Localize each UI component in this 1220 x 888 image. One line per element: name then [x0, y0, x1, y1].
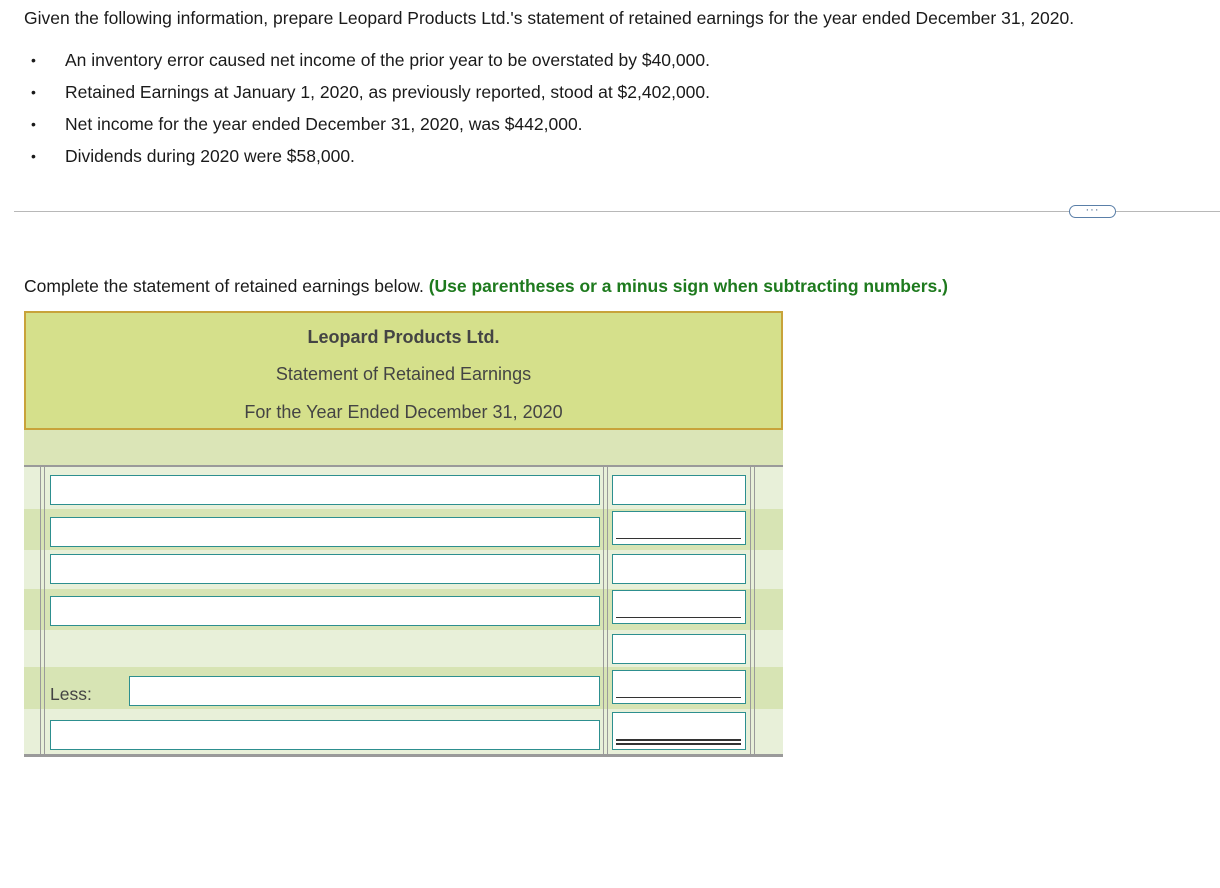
column-divider [603, 467, 604, 754]
instruction-text [24, 276, 948, 297]
line-item-label-input-1[interactable] [50, 475, 600, 505]
bullet-icon: • [31, 84, 36, 100]
subtotal-underline [616, 697, 741, 698]
list-item [24, 142, 710, 174]
company-name: Leopard Products Ltd. [307, 327, 500, 347]
table-bottom-rule [24, 754, 783, 757]
given-fact-1: An inventory error caused net income of the prior year to be overstated by $40,000. [65, 50, 710, 70]
given-fact-2: Retained Earnings at January 1, 2020, as previously reported, stood at $2,402,000. [65, 82, 711, 102]
instruction-hint: (Use parentheses or a minus sign when subtracting numbers.) [428, 276, 948, 296]
question-intro: Given the following information, prepare Leopard Products Ltd.'s statement of retained earnings for the year ended December 31, 2020. [24, 8, 1075, 28]
given-information-list [24, 46, 710, 174]
line-item-amount-input-3[interactable] [612, 554, 746, 584]
bullet-icon: • [31, 148, 36, 164]
total-double-underline [616, 739, 741, 741]
list-item [24, 46, 710, 78]
column-divider [754, 467, 755, 754]
column-header-band [24, 430, 783, 465]
column-divider [750, 467, 751, 754]
statement-period: For the Year Ended December 31, 2020 [244, 402, 563, 422]
line-item-label-input-3[interactable] [50, 554, 600, 584]
list-item [24, 78, 710, 110]
less-label: Less: [50, 684, 92, 704]
bullet-icon: • [31, 116, 36, 132]
section-divider [14, 211, 1220, 212]
line-item-label-input-4[interactable] [50, 596, 600, 626]
statement-table [24, 465, 783, 757]
ending-balance-label-input[interactable] [50, 720, 600, 750]
line-item-amount-input-4[interactable] [612, 590, 746, 624]
line-item-amount-input-1[interactable] [612, 475, 746, 505]
bullet-icon: • [31, 52, 36, 68]
subtotal-underline [616, 538, 741, 539]
deduction-label-input[interactable] [129, 676, 600, 706]
line-item-amount-input-2[interactable] [612, 511, 746, 545]
statement-header [24, 311, 783, 430]
line-item-label-input-2[interactable] [50, 517, 600, 547]
total-double-underline [616, 743, 741, 745]
more-options-button[interactable]: ··· [1069, 205, 1116, 218]
column-divider [607, 467, 608, 754]
statement-title: Statement of Retained Earnings [275, 364, 532, 384]
column-divider [40, 467, 41, 754]
instruction-main: Complete the statement of retained earnings below. [24, 276, 429, 296]
column-divider [44, 467, 45, 754]
line-item-amount-input-5[interactable] [612, 634, 746, 664]
list-item [24, 110, 710, 142]
given-fact-4: Dividends during 2020 were $58,000. [65, 146, 355, 166]
given-fact-3: Net income for the year ended December 31, 2020, was $442,000. [65, 114, 583, 134]
deduction-amount-input[interactable] [612, 670, 746, 704]
subtotal-underline [616, 617, 741, 618]
